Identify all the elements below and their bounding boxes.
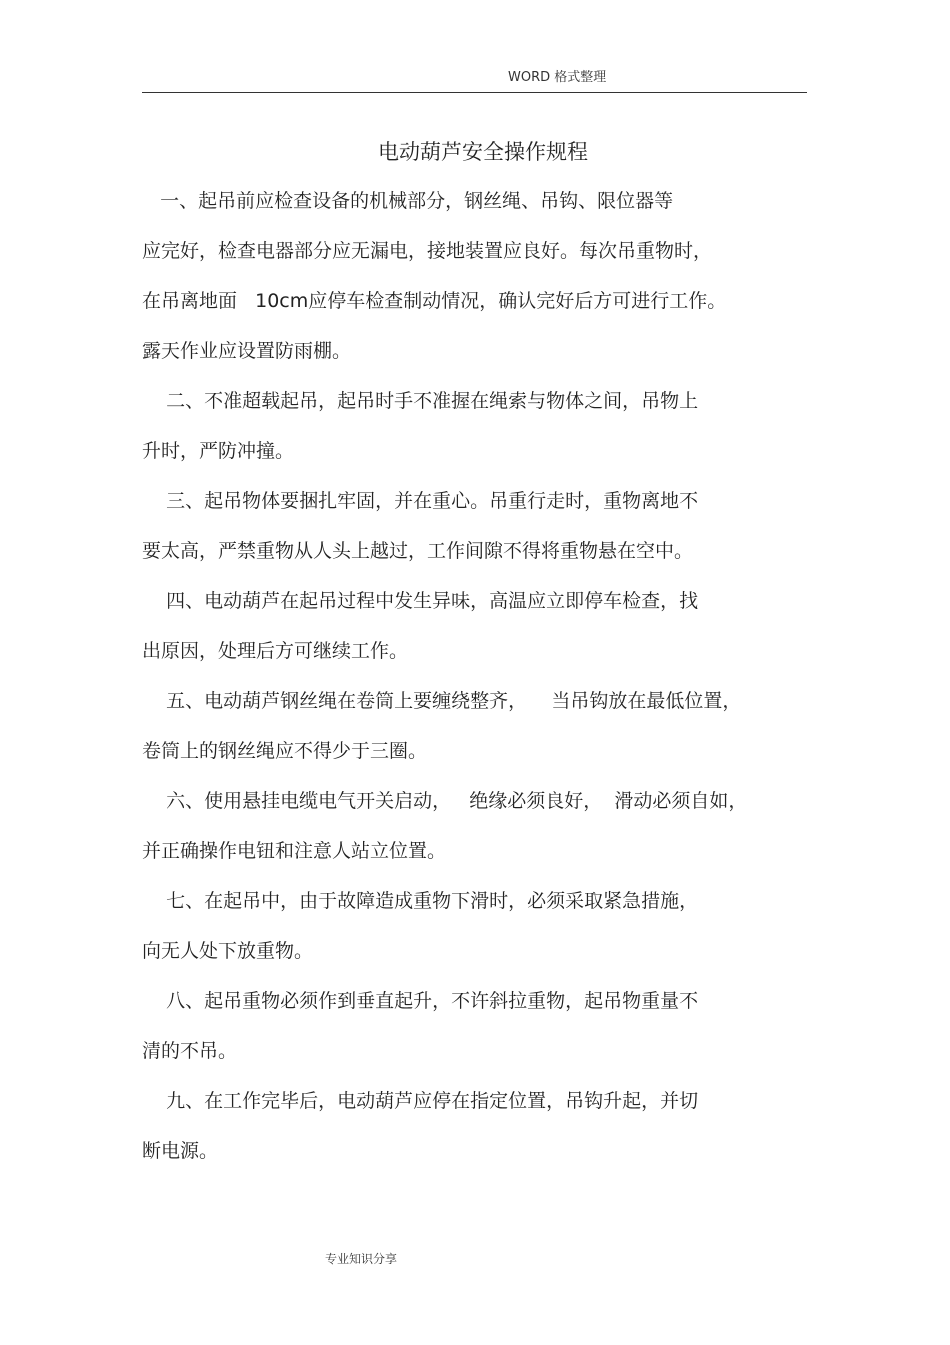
- body-line: 三、起吊物体要捆扎牢固，并在重心。吊重行走时，重物离地不: [142, 490, 699, 512]
- body-line: 一、起吊前应检查设备的机械部分，钢丝绳、吊钩、限位器等: [142, 190, 674, 212]
- body-line: 四、电动葫芦在起吊过程中发生异味，高温应立即停车检查，找: [142, 590, 699, 612]
- body-line: 八、起吊重物必须作到垂直起升，不许斜拉重物，起吊物重量不: [142, 990, 699, 1012]
- body-line: 升时，严防冲撞。: [142, 440, 295, 462]
- header-divider: [142, 92, 807, 93]
- page-footer-text: 专业知识分享: [325, 1252, 398, 1266]
- body-line: 断电源。: [142, 1140, 219, 1162]
- body-line: 要太高，严禁重物从人头上越过，工作间隙不得将重物悬在空中。: [142, 540, 694, 562]
- document-title: 电动葫芦安全操作规程: [378, 140, 588, 164]
- body-line: 在吊离地面 10cm应停车检查制动情况，确认完好后方可进行工作。: [142, 290, 727, 312]
- body-line: 向无人处下放重物。: [142, 940, 314, 962]
- body-line: 九、在工作完毕后，电动葫芦应停在指定位置，吊钩升起，并切: [142, 1090, 699, 1112]
- body-line: 出原因，处理后方可继续工作。: [142, 640, 409, 662]
- body-line: 露天作业应设置防雨棚。: [142, 340, 352, 362]
- body-line: 五、电动葫芦钢丝绳在卷筒上要缠绕整齐， 当吊钩放在最低位置，: [142, 690, 742, 712]
- body-line: 并正确操作电钮和注意人站立位置。: [142, 840, 447, 862]
- page-header-text: WORD 格式整理: [508, 70, 607, 85]
- body-line: 七、在起吊中，由于故障造成重物下滑时，必须采取紧急措施，: [142, 890, 699, 912]
- body-line: 二、不准超载起吊，起吊时手不准握在绳索与物体之间，吊物上: [142, 390, 699, 412]
- body-line: 六、使用悬挂电缆电气开关启动， 绝缘必须良好， 滑动必须自如，: [142, 790, 748, 812]
- body-line: 卷筒上的钢丝绳应不得少于三圈。: [142, 740, 428, 762]
- body-line: 应完好，检查电器部分应无漏电，接地装置应良好。每次吊重物时，: [142, 240, 713, 262]
- body-line: 清的不吊。: [142, 1040, 238, 1062]
